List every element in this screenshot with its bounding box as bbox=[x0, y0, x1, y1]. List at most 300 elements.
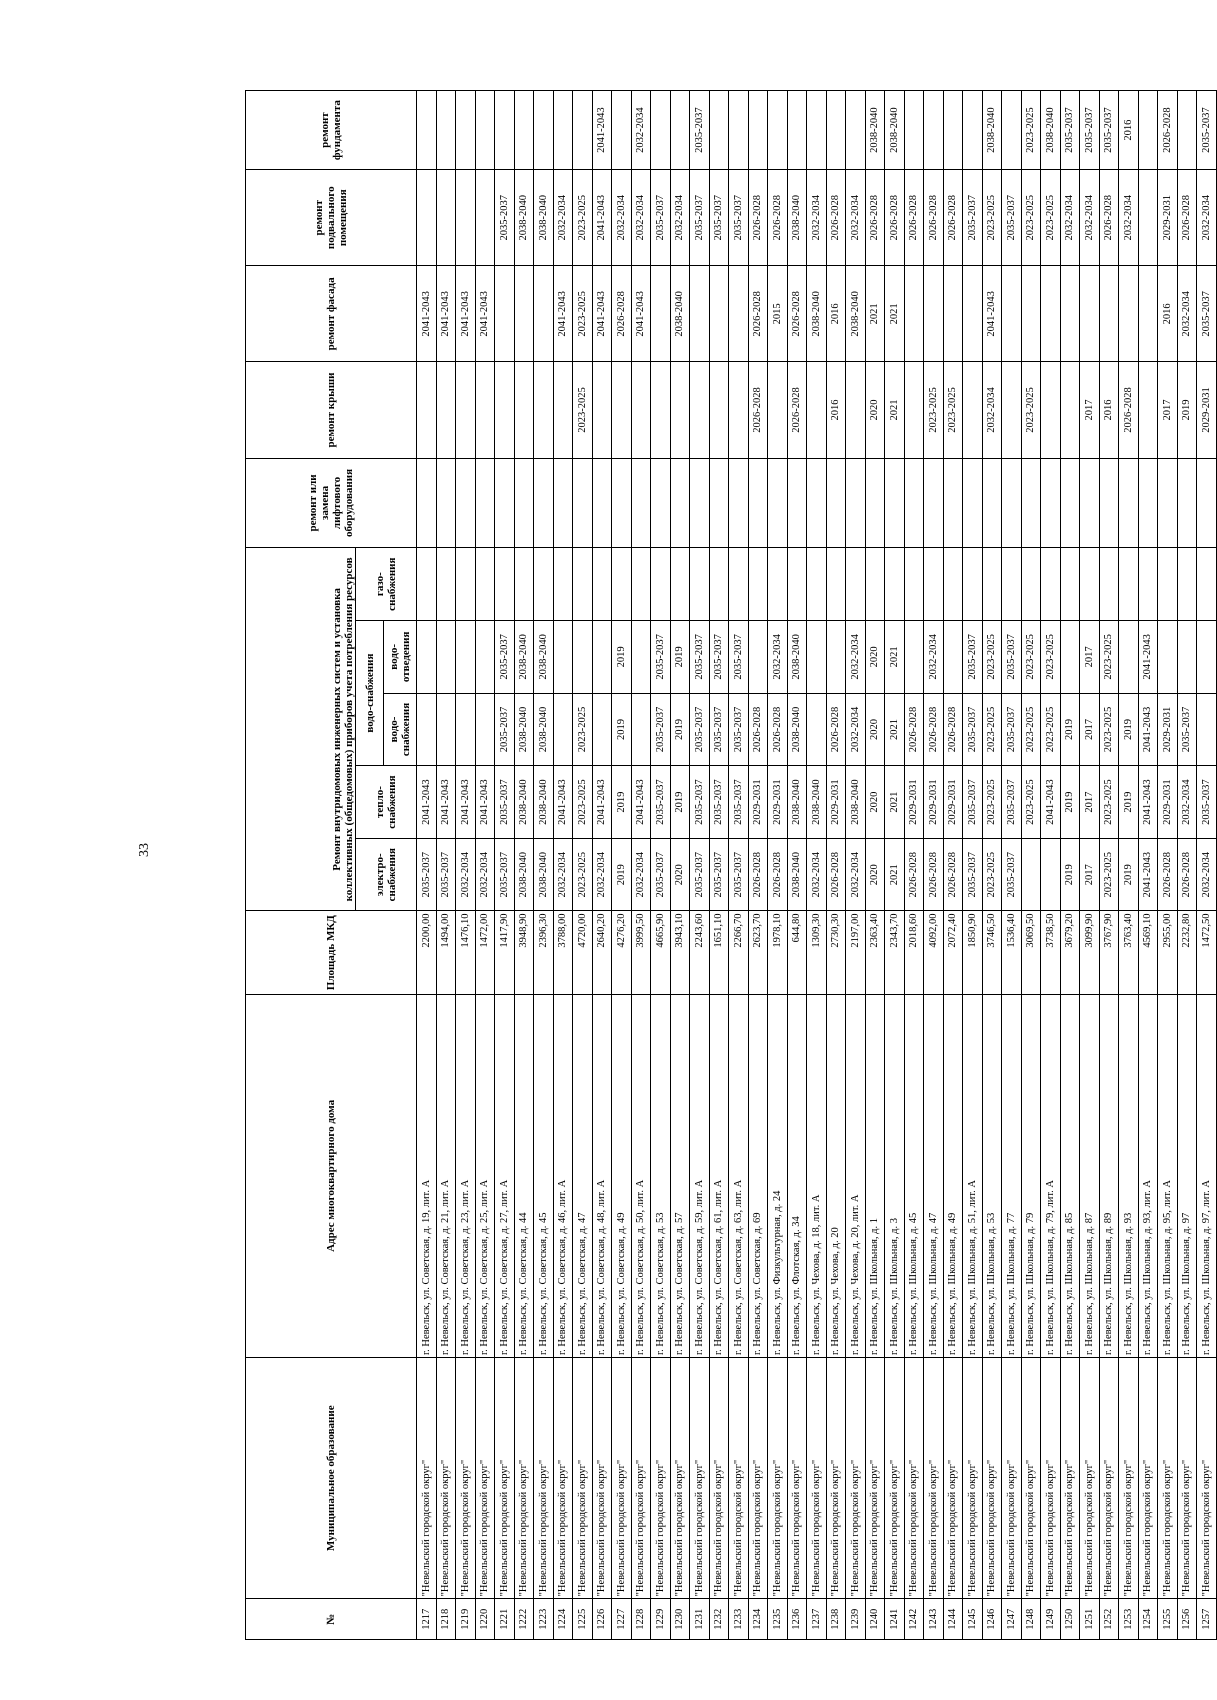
cell-address: г. Невельск, ул. Школьная, д. 47 bbox=[924, 994, 944, 1357]
cell-drain: 2035-2037 bbox=[1002, 621, 1022, 694]
cell-water: 2032-2034 bbox=[846, 693, 866, 766]
cell-gas bbox=[729, 548, 749, 621]
cell-foundation: 2041-2043 bbox=[592, 91, 612, 170]
cell-drain: 2019 bbox=[670, 621, 690, 694]
cell-basement: 2026-2028 bbox=[943, 170, 963, 266]
cell-area: 2200,00 bbox=[417, 911, 437, 994]
cell-heat: 2041-2043 bbox=[631, 766, 651, 839]
cell-electro: 2026-2028 bbox=[768, 838, 788, 911]
cell-roof: 2026-2028 bbox=[787, 362, 807, 458]
cell-electro: 2023-2025 bbox=[573, 838, 593, 911]
cell-elevator bbox=[514, 458, 534, 548]
cell-roof bbox=[729, 362, 749, 458]
cell-gas bbox=[417, 548, 437, 621]
cell-municipality: "Невельский городской округ" bbox=[514, 1358, 534, 1599]
cell-foundation bbox=[807, 91, 827, 170]
cell-num: 1227 bbox=[612, 1599, 632, 1640]
cell-foundation bbox=[456, 91, 476, 170]
cell-address: г. Невельск, ул. Школьная, д. 53 bbox=[982, 994, 1002, 1357]
cell-drain: 2035-2037 bbox=[709, 621, 729, 694]
cell-elevator bbox=[553, 458, 573, 548]
cell-facade bbox=[1021, 266, 1041, 362]
cell-drain bbox=[1197, 621, 1217, 694]
cell-roof: 2021 bbox=[885, 362, 905, 458]
cell-address: г. Невельск, ул. Советская, д. 19, лит. А bbox=[417, 994, 437, 1357]
cell-roof bbox=[670, 362, 690, 458]
cell-gas bbox=[495, 548, 515, 621]
cell-elevator bbox=[670, 458, 690, 548]
cell-electro: 2026-2028 bbox=[924, 838, 944, 911]
cell-num: 1240 bbox=[865, 1599, 885, 1640]
cell-basement: 2026-2028 bbox=[826, 170, 846, 266]
cell-num: 1221 bbox=[495, 1599, 515, 1640]
cell-heat: 2041-2043 bbox=[475, 766, 495, 839]
header-roof: ремонт крыши bbox=[246, 362, 417, 458]
cell-facade: 2032-2034 bbox=[1177, 266, 1197, 362]
cell-basement: 2026-2028 bbox=[924, 170, 944, 266]
cell-electro: 2035-2037 bbox=[495, 838, 515, 911]
cell-facade: 2023-2025 bbox=[573, 266, 593, 362]
cell-elevator bbox=[417, 458, 437, 548]
cell-num: 1241 bbox=[885, 1599, 905, 1640]
cell-address: г. Невельск, ул. Чехова, д. 18, лит. А bbox=[807, 994, 827, 1357]
cell-water: 2035-2037 bbox=[690, 693, 710, 766]
cell-electro: 2035-2037 bbox=[417, 838, 437, 911]
cell-basement: 2032-2034 bbox=[807, 170, 827, 266]
cell-drain bbox=[436, 621, 456, 694]
cell-facade bbox=[943, 266, 963, 362]
cell-heat: 2029-2031 bbox=[924, 766, 944, 839]
cell-municipality: "Невельский городской округ" bbox=[943, 1358, 963, 1599]
cell-heat: 2035-2037 bbox=[1002, 766, 1022, 839]
cell-num: 1235 bbox=[768, 1599, 788, 1640]
cell-address: г. Невельск, ул. Советская, д. 44 bbox=[514, 994, 534, 1357]
cell-water: 2023-2025 bbox=[573, 693, 593, 766]
cell-num: 1225 bbox=[573, 1599, 593, 1640]
cell-foundation: 2035-2037 bbox=[1080, 91, 1100, 170]
cell-area: 1472,50 bbox=[1197, 911, 1217, 994]
cell-num: 1224 bbox=[553, 1599, 573, 1640]
cell-roof bbox=[651, 362, 671, 458]
cell-electro: 2032-2034 bbox=[1197, 838, 1217, 911]
cell-electro: 2035-2037 bbox=[436, 838, 456, 911]
cell-gas bbox=[534, 548, 554, 621]
cell-facade bbox=[651, 266, 671, 362]
cell-facade bbox=[924, 266, 944, 362]
cell-elevator bbox=[787, 458, 807, 548]
cell-elevator bbox=[1197, 458, 1217, 548]
cell-address: г. Невельск, ул. Советская, д. 63, лит. А bbox=[729, 994, 749, 1357]
cell-gas bbox=[943, 548, 963, 621]
cell-drain: 2038-2040 bbox=[534, 621, 554, 694]
cell-elevator bbox=[729, 458, 749, 548]
cell-address: г. Невельск, ул. Школьная, д. 79, лит. А bbox=[1041, 994, 1061, 1357]
cell-area: 3738,50 bbox=[1041, 911, 1061, 994]
cell-roof bbox=[631, 362, 651, 458]
cell-elevator bbox=[475, 458, 495, 548]
cell-elevator bbox=[1041, 458, 1061, 548]
table-row bbox=[1002, 91, 1022, 1640]
cell-electro: 2032-2034 bbox=[631, 838, 651, 911]
cell-drain: 2017 bbox=[1080, 621, 1100, 694]
cell-roof: 2026-2028 bbox=[1119, 362, 1139, 458]
cell-gas bbox=[651, 548, 671, 621]
table-row bbox=[924, 91, 944, 1640]
cell-water bbox=[475, 693, 495, 766]
cell-facade bbox=[709, 266, 729, 362]
table-row bbox=[904, 91, 924, 1640]
cell-gas bbox=[1158, 548, 1178, 621]
cell-municipality: "Невельский городской округ" bbox=[807, 1358, 827, 1599]
cell-foundation bbox=[417, 91, 437, 170]
cell-facade: 2038-2040 bbox=[846, 266, 866, 362]
cell-roof bbox=[534, 362, 554, 458]
cell-heat: 2029-2031 bbox=[826, 766, 846, 839]
cell-drain: 2038-2040 bbox=[787, 621, 807, 694]
cell-electro: 2026-2028 bbox=[943, 838, 963, 911]
cell-gas bbox=[1080, 548, 1100, 621]
cell-municipality: "Невельский городской округ" bbox=[1119, 1358, 1139, 1599]
table-row bbox=[553, 91, 573, 1640]
cell-gas bbox=[963, 548, 983, 621]
cell-gas bbox=[1138, 548, 1158, 621]
header-address: Адрес многоквартирного дома bbox=[246, 994, 417, 1357]
cell-basement: 2023-2025 bbox=[1021, 170, 1041, 266]
cell-basement: 2026-2028 bbox=[768, 170, 788, 266]
cell-address: г. Невельск, ул. Школьная, д. 1 bbox=[865, 994, 885, 1357]
cell-area: 3788,00 bbox=[553, 911, 573, 994]
cell-heat: 2041-2043 bbox=[592, 766, 612, 839]
cell-elevator bbox=[436, 458, 456, 548]
cell-foundation bbox=[787, 91, 807, 170]
cell-gas bbox=[885, 548, 905, 621]
cell-water: 2035-2037 bbox=[651, 693, 671, 766]
cell-heat: 2041-2043 bbox=[553, 766, 573, 839]
cell-electro: 2035-2037 bbox=[690, 838, 710, 911]
cell-heat: 2023-2025 bbox=[573, 766, 593, 839]
cell-water: 2023-2025 bbox=[1099, 693, 1119, 766]
cell-heat: 2035-2037 bbox=[729, 766, 749, 839]
cell-roof bbox=[1002, 362, 1022, 458]
cell-electro: 2032-2034 bbox=[456, 838, 476, 911]
cell-num: 1238 bbox=[826, 1599, 846, 1640]
cell-water: 2019 bbox=[1060, 693, 1080, 766]
cell-area: 2197,00 bbox=[846, 911, 866, 994]
cell-area: 4720,00 bbox=[573, 911, 593, 994]
cell-basement: 2023-2025 bbox=[982, 170, 1002, 266]
table-row bbox=[885, 91, 905, 1640]
cell-address: г. Невельск, ул. Советская, д. 61, лит. А bbox=[709, 994, 729, 1357]
cell-basement: 2026-2028 bbox=[1177, 170, 1197, 266]
cell-gas bbox=[456, 548, 476, 621]
cell-roof: 2016 bbox=[1099, 362, 1119, 458]
cell-gas bbox=[670, 548, 690, 621]
cell-basement: 2026-2028 bbox=[748, 170, 768, 266]
cell-num: 1254 bbox=[1138, 1599, 1158, 1640]
cell-drain bbox=[631, 621, 651, 694]
cell-area: 2232,80 bbox=[1177, 911, 1197, 994]
cell-heat: 2038-2040 bbox=[514, 766, 534, 839]
cell-elevator bbox=[690, 458, 710, 548]
cell-municipality: "Невельский городской округ" bbox=[553, 1358, 573, 1599]
header-gas: газо-снабжения bbox=[356, 548, 417, 621]
cell-electro: 2021 bbox=[885, 838, 905, 911]
cell-num: 1236 bbox=[787, 1599, 807, 1640]
cell-roof: 2023-2025 bbox=[943, 362, 963, 458]
cell-foundation bbox=[573, 91, 593, 170]
cell-heat: 2035-2037 bbox=[1197, 766, 1217, 839]
cell-facade: 2021 bbox=[885, 266, 905, 362]
cell-num: 1226 bbox=[592, 1599, 612, 1640]
cell-roof bbox=[709, 362, 729, 458]
cell-gas bbox=[514, 548, 534, 621]
cell-facade: 2016 bbox=[1158, 266, 1178, 362]
cell-elevator bbox=[631, 458, 651, 548]
cell-heat: 2035-2037 bbox=[963, 766, 983, 839]
cell-heat: 2035-2037 bbox=[495, 766, 515, 839]
header-num: № bbox=[246, 1599, 417, 1640]
cell-address: г. Невельск, ул. Советская, д. 25, лит. А bbox=[475, 994, 495, 1357]
cell-roof: 2023-2025 bbox=[924, 362, 944, 458]
cell-elevator bbox=[943, 458, 963, 548]
cell-num: 1249 bbox=[1041, 1599, 1061, 1640]
cell-elevator bbox=[963, 458, 983, 548]
cell-roof: 2023-2025 bbox=[573, 362, 593, 458]
cell-drain: 2032-2034 bbox=[768, 621, 788, 694]
cell-foundation bbox=[495, 91, 515, 170]
cell-facade: 2038-2040 bbox=[807, 266, 827, 362]
header-municipality: Муниципальное образование bbox=[246, 1358, 417, 1599]
cell-foundation bbox=[729, 91, 749, 170]
cell-foundation bbox=[651, 91, 671, 170]
cell-heat: 2038-2040 bbox=[807, 766, 827, 839]
cell-roof bbox=[553, 362, 573, 458]
cell-roof bbox=[1138, 362, 1158, 458]
cell-gas bbox=[592, 548, 612, 621]
cell-municipality: "Невельский городской округ" bbox=[748, 1358, 768, 1599]
cell-facade: 2041-2043 bbox=[436, 266, 456, 362]
header-heat: тепло-снабжения bbox=[356, 766, 417, 839]
cell-area: 1494,00 bbox=[436, 911, 456, 994]
cell-gas bbox=[846, 548, 866, 621]
table-row bbox=[1099, 91, 1119, 1640]
cell-heat: 2029-2031 bbox=[768, 766, 788, 839]
cell-basement: 2041-2043 bbox=[592, 170, 612, 266]
table-row bbox=[943, 91, 963, 1640]
cell-heat: 2019 bbox=[1060, 766, 1080, 839]
cell-elevator bbox=[748, 458, 768, 548]
cell-drain: 2035-2037 bbox=[729, 621, 749, 694]
cell-num: 1243 bbox=[924, 1599, 944, 1640]
cell-roof bbox=[1060, 362, 1080, 458]
cell-num: 1239 bbox=[846, 1599, 866, 1640]
cell-elevator bbox=[495, 458, 515, 548]
cell-drain: 2023-2025 bbox=[1099, 621, 1119, 694]
cell-foundation bbox=[670, 91, 690, 170]
cell-area: 4092,00 bbox=[924, 911, 944, 994]
cell-foundation bbox=[768, 91, 788, 170]
cell-basement bbox=[1138, 170, 1158, 266]
cell-basement: 2029-2031 bbox=[1158, 170, 1178, 266]
table-row bbox=[846, 91, 866, 1640]
cell-roof: 2020 bbox=[865, 362, 885, 458]
cell-municipality: "Невельский городской округ" bbox=[495, 1358, 515, 1599]
cell-elevator bbox=[1060, 458, 1080, 548]
cell-basement: 2032-2034 bbox=[1197, 170, 1217, 266]
cell-area: 3767,90 bbox=[1099, 911, 1119, 994]
cell-foundation bbox=[1138, 91, 1158, 170]
header-foundation: ремонт фундамента bbox=[246, 91, 417, 170]
cell-foundation bbox=[553, 91, 573, 170]
cell-area: 2243,60 bbox=[690, 911, 710, 994]
cell-area: 2640,20 bbox=[592, 911, 612, 994]
cell-roof: 2023-2025 bbox=[1021, 362, 1041, 458]
cell-drain bbox=[807, 621, 827, 694]
cell-foundation: 2026-2028 bbox=[1158, 91, 1178, 170]
cell-drain bbox=[748, 621, 768, 694]
cell-heat: 2029-2031 bbox=[748, 766, 768, 839]
cell-area: 3069,50 bbox=[1021, 911, 1041, 994]
cell-elevator bbox=[1080, 458, 1100, 548]
cell-electro: 2020 bbox=[865, 838, 885, 911]
cell-foundation bbox=[963, 91, 983, 170]
table-row bbox=[495, 91, 515, 1640]
cell-drain: 2041-2043 bbox=[1138, 621, 1158, 694]
cell-gas bbox=[1099, 548, 1119, 621]
cell-facade bbox=[1002, 266, 1022, 362]
cell-municipality: "Невельский городской округ" bbox=[963, 1358, 983, 1599]
table-row bbox=[1021, 91, 1041, 1640]
cell-area: 3746,50 bbox=[982, 911, 1002, 994]
cell-foundation: 2035-2037 bbox=[690, 91, 710, 170]
cell-basement bbox=[436, 170, 456, 266]
cell-municipality: "Невельский городской округ" bbox=[534, 1358, 554, 1599]
cell-foundation bbox=[1002, 91, 1022, 170]
cell-gas bbox=[631, 548, 651, 621]
cell-municipality: "Невельский городской округ" bbox=[865, 1358, 885, 1599]
cell-municipality: "Невельский городской округ" bbox=[729, 1358, 749, 1599]
cell-roof: 2029-2031 bbox=[1197, 362, 1217, 458]
table-row bbox=[826, 91, 846, 1640]
cell-electro: 2026-2028 bbox=[748, 838, 768, 911]
cell-municipality: "Невельский городской округ" bbox=[904, 1358, 924, 1599]
cell-gas bbox=[1177, 548, 1197, 621]
cell-facade bbox=[534, 266, 554, 362]
table-row bbox=[670, 91, 690, 1640]
cell-num: 1244 bbox=[943, 1599, 963, 1640]
cell-heat: 2035-2037 bbox=[709, 766, 729, 839]
cell-address: г. Невельск, ул. Советская, д. 21, лит. А bbox=[436, 994, 456, 1357]
cell-drain: 2023-2025 bbox=[1021, 621, 1041, 694]
cell-roof bbox=[592, 362, 612, 458]
cell-roof: 2032-2034 bbox=[982, 362, 1002, 458]
header-drain: водо-отведения bbox=[384, 621, 417, 694]
table-row bbox=[768, 91, 788, 1640]
cell-area: 4569,10 bbox=[1138, 911, 1158, 994]
cell-water: 2023-2025 bbox=[982, 693, 1002, 766]
cell-basement: 2032-2034 bbox=[1080, 170, 1100, 266]
cell-roof bbox=[1041, 362, 1061, 458]
cell-num: 1229 bbox=[651, 1599, 671, 1640]
page-number: 33 bbox=[137, 843, 152, 857]
cell-municipality: "Невельский городской округ" bbox=[709, 1358, 729, 1599]
cell-water: 2023-2025 bbox=[1021, 693, 1041, 766]
cell-num: 1251 bbox=[1080, 1599, 1100, 1640]
cell-area: 3999,50 bbox=[631, 911, 651, 994]
cell-municipality: "Невельский городской округ" bbox=[475, 1358, 495, 1599]
cell-basement: 2023-2025 bbox=[573, 170, 593, 266]
cell-basement: 2032-2034 bbox=[1119, 170, 1139, 266]
cell-roof: 2017 bbox=[1158, 362, 1178, 458]
cell-address: г. Невельск, ул. Школьная, д. 77 bbox=[1002, 994, 1022, 1357]
cell-basement: 2038-2040 bbox=[514, 170, 534, 266]
cell-heat: 2020 bbox=[865, 766, 885, 839]
cell-electro bbox=[1021, 838, 1041, 911]
cell-water: 2035-2037 bbox=[963, 693, 983, 766]
cell-electro: 2020 bbox=[670, 838, 690, 911]
cell-heat: 2035-2037 bbox=[651, 766, 671, 839]
cell-num: 1233 bbox=[729, 1599, 749, 1640]
cell-elevator bbox=[807, 458, 827, 548]
cell-foundation: 2035-2037 bbox=[1099, 91, 1119, 170]
cell-address: г. Невельск, ул. Советская, д. 49 bbox=[612, 994, 632, 1357]
cell-elevator bbox=[1177, 458, 1197, 548]
cell-elevator bbox=[1119, 458, 1139, 548]
cell-facade: 2041-2043 bbox=[982, 266, 1002, 362]
cell-municipality: "Невельский городской округ" bbox=[1080, 1358, 1100, 1599]
cell-address: г. Невельск, ул. Советская, д. 23, лит. А bbox=[456, 994, 476, 1357]
cell-area: 2396,30 bbox=[534, 911, 554, 994]
cell-address: г. Невельск, ул. Школьная, д. 85 bbox=[1060, 994, 1080, 1357]
cell-gas bbox=[690, 548, 710, 621]
cell-elevator bbox=[573, 458, 593, 548]
cell-elevator bbox=[651, 458, 671, 548]
cell-area: 3948,90 bbox=[514, 911, 534, 994]
cell-electro: 2032-2034 bbox=[475, 838, 495, 911]
table-row bbox=[436, 91, 456, 1640]
cell-foundation bbox=[1177, 91, 1197, 170]
cell-roof bbox=[495, 362, 515, 458]
cell-water: 2017 bbox=[1080, 693, 1100, 766]
cell-municipality: "Невельский городской округ" bbox=[982, 1358, 1002, 1599]
cell-foundation: 2016 bbox=[1119, 91, 1139, 170]
cell-facade: 2041-2043 bbox=[475, 266, 495, 362]
cell-address: г. Невельск, ул. Флотская, д. 34 bbox=[787, 994, 807, 1357]
cell-area: 2266,70 bbox=[729, 911, 749, 994]
cell-basement: 2038-2040 bbox=[787, 170, 807, 266]
cell-water: 2023-2025 bbox=[1041, 693, 1061, 766]
repair-schedule-table bbox=[245, 90, 1217, 1640]
cell-roof bbox=[768, 362, 788, 458]
cell-municipality: "Невельский городской округ" bbox=[1138, 1358, 1158, 1599]
cell-area: 644,80 bbox=[787, 911, 807, 994]
cell-water: 2019 bbox=[670, 693, 690, 766]
cell-area: 2363,40 bbox=[865, 911, 885, 994]
cell-electro: 2035-2037 bbox=[651, 838, 671, 911]
cell-address: г. Невельск, ул. Советская, д. 53 bbox=[651, 994, 671, 1357]
cell-num: 1217 bbox=[417, 1599, 437, 1640]
cell-electro: 2035-2037 bbox=[729, 838, 749, 911]
table-row bbox=[592, 91, 612, 1640]
cell-address: г. Невельск, ул. Школьная, д. 45 bbox=[904, 994, 924, 1357]
cell-municipality: "Невельский городской округ" bbox=[651, 1358, 671, 1599]
cell-num: 1228 bbox=[631, 1599, 651, 1640]
table-row bbox=[1080, 91, 1100, 1640]
cell-electro: 2038-2040 bbox=[534, 838, 554, 911]
table-row bbox=[807, 91, 827, 1640]
cell-facade: 2041-2043 bbox=[631, 266, 651, 362]
cell-basement: 2023-2025 bbox=[1041, 170, 1061, 266]
